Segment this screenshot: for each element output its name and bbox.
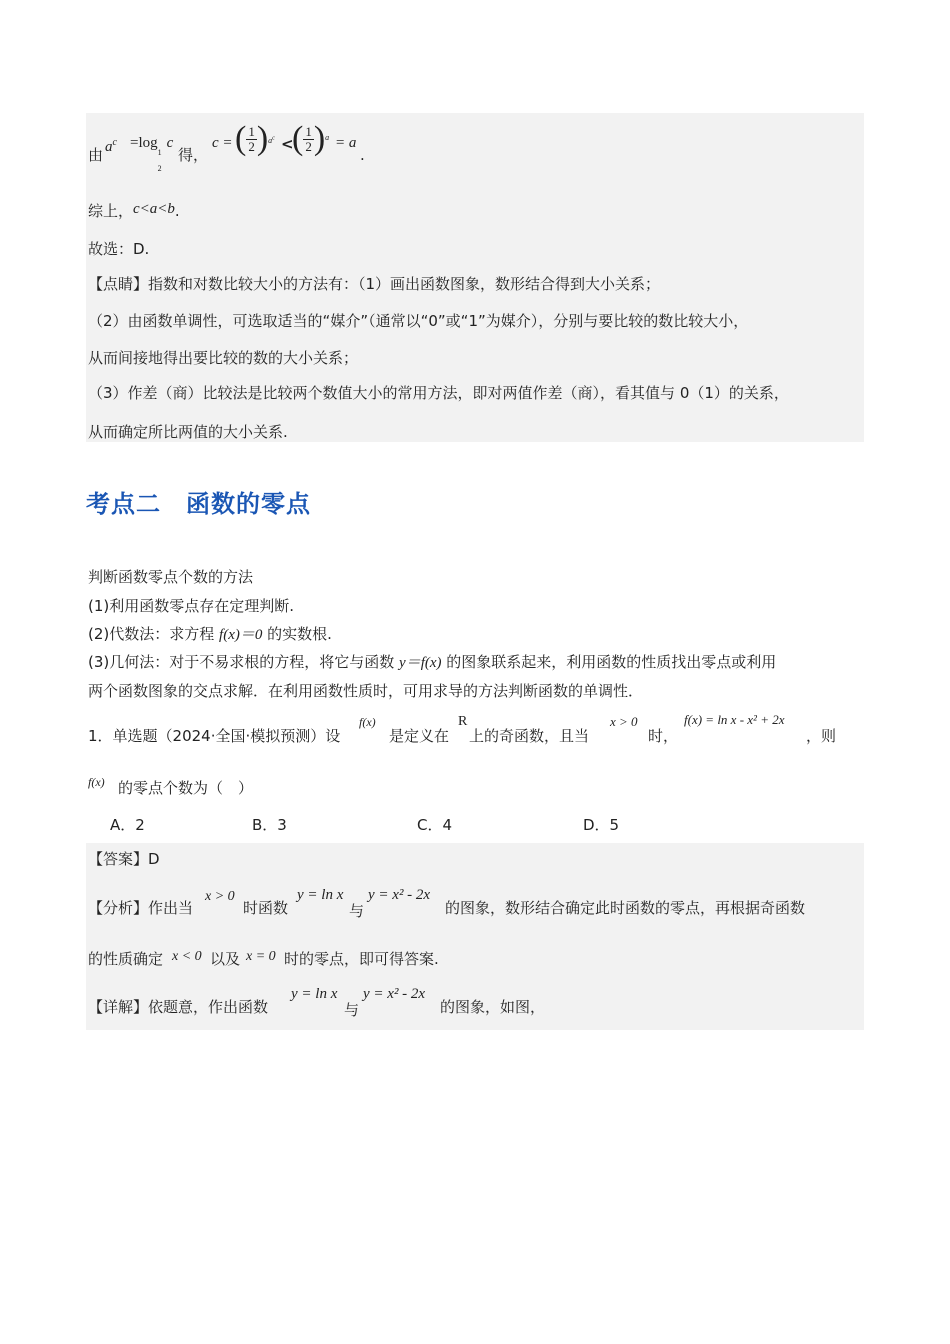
section-heading: 考点二 函数的零点: [86, 490, 311, 518]
math-a-power-c: $a^c$: [105, 137, 117, 155]
solution-line-3: 故选：D.: [88, 240, 150, 258]
option-d[interactable]: D．5: [583, 816, 620, 834]
tip-line-1: 【点睛】指数和对数比较大小的方法有：（1）画出函数图象，数形结合得到大小关系；: [88, 275, 661, 293]
tip-line-4: （3）作差（商）比较法是比较两个数值大小的常用方法，即对两值作差（商），看其值与 0（1）的关系，: [88, 384, 789, 402]
math-half-power-a: ( $\frac{1}{2}$ )$^a$: [292, 120, 330, 157]
method-3: (3)几何法：对于不易求根的方程，将它与函数 y＝f(x) 的图象联系起来，利用函数的性质找出零点或利用: [88, 653, 777, 671]
option-c[interactable]: C．4: [417, 816, 453, 834]
method-1: (1)利用函数零点存在定理判断.: [88, 597, 295, 615]
answer-line: 【答案】D: [88, 850, 160, 868]
solution-line-2: 综上，c<a<b.: [88, 201, 180, 220]
math-half-power-ac: ( $\frac{1}{2}$ )$^{a^c}$: [235, 120, 275, 157]
tip-line-3: 从而间接地得出要比较的数的大小关系；: [88, 349, 359, 367]
tip-line-2: （2）由函数单调性，可选取适当的“媒介”（通常以“0”或“1”为媒介），分别与要比较的数比较大小，: [88, 312, 749, 330]
tip-line-5: 从而确定所比两值的大小关系.: [88, 423, 288, 441]
method-title: 判断函数零点个数的方法: [88, 568, 254, 586]
option-b[interactable]: B．3: [252, 816, 287, 834]
method-4: 两个函数图象的交点求解．在利用函数性质时，可用求导的方法判断函数的单调性．: [88, 682, 644, 700]
option-a[interactable]: A．2: [110, 816, 145, 834]
math-log: =log $_{1 2}$ c: [130, 135, 174, 173]
method-2: (2)代数法：求方程 f(x)＝0 的实数根.: [88, 625, 332, 643]
